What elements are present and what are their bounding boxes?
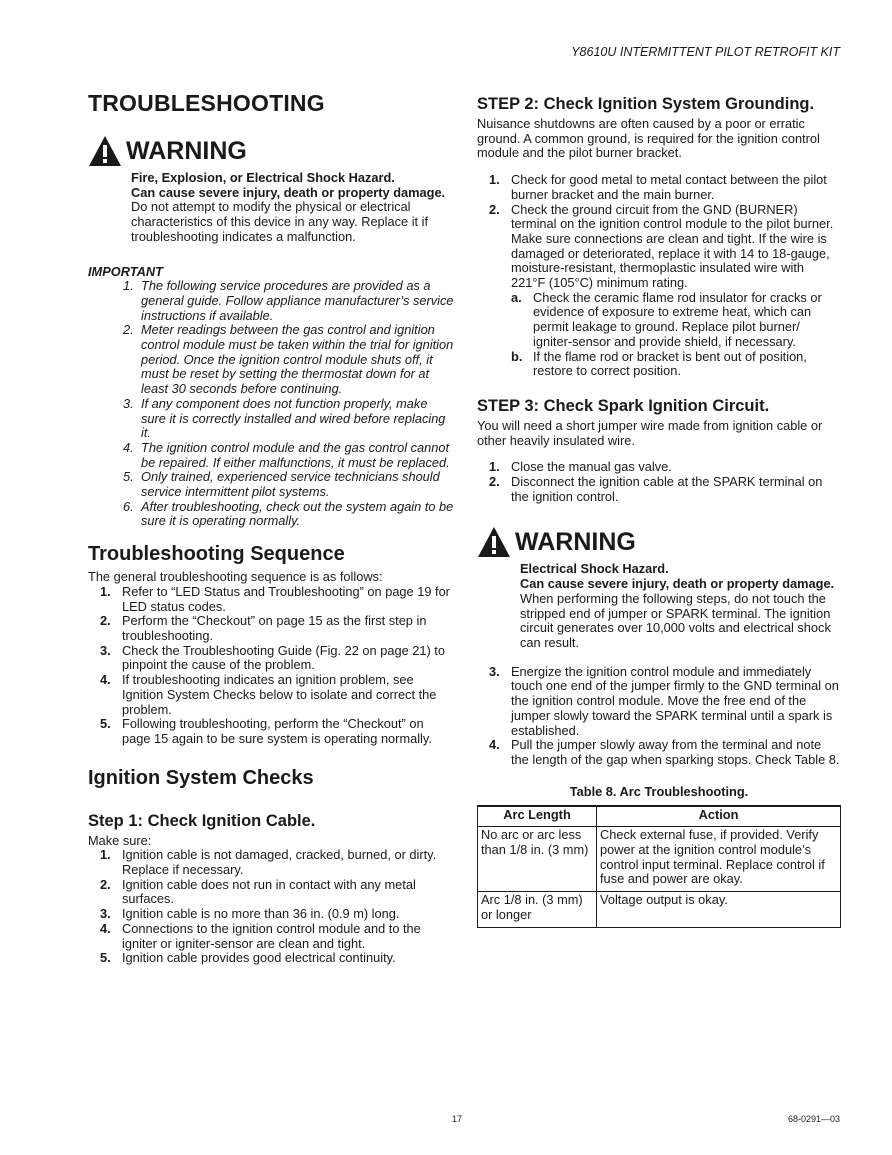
warning-box-shock xyxy=(477,526,841,650)
list-item: 4. If troubleshooting indicates an ignition problem, see Ignition System Checks below to isolate and correct the problem. xyxy=(100,672,437,717)
table-cell: No arc or arc less than 1/8 in. (3 mm) xyxy=(478,827,597,892)
important-notes xyxy=(88,265,454,530)
list-item: 5. Ignition cable provides good electrical continuity. xyxy=(100,950,396,966)
warning-consequence: Can cause severe injury, death or property damage. xyxy=(131,184,446,200)
step1-intro: Make sure: xyxy=(88,832,152,848)
list-item: 5. Following troubleshooting, perform the “Checkout” on page 15 again to be sure system is operating normally. xyxy=(100,716,432,746)
list-item: 2. Disconnect the ignition cable at the SPARK terminal on the ignition control. xyxy=(489,474,823,504)
document-number: 68-0291—03 xyxy=(787,1114,840,1124)
list-item: 2. Meter readings between the gas control and ignition control module must be taken within the trial for ignition period. Once the ignition control module shuts off, it must be reset by setting the thermostat down for at least 30 seconds before continuing. xyxy=(123,322,454,397)
list-item: 4. Connections to the ignition control module and to the igniter or igniter-sensor are clean and tight. xyxy=(100,920,421,951)
table-cell: Voltage output is okay. xyxy=(597,892,841,927)
warning-text: When performing the following steps, do not touch the stripped end of jumper or SPARK terminal. The ignition circuit generates over 10,000 volts and electrical shock can result. xyxy=(520,590,831,650)
sequence-heading: Troubleshooting Sequence xyxy=(88,543,345,566)
step3-intro: You will need a short jumper wire made from ignition cable or other heavily insulated wire. xyxy=(477,417,823,448)
column-header: Action xyxy=(597,806,841,827)
warning-label: WARNING xyxy=(126,136,247,165)
list-item: b. If the flame rod or bracket is bent out of position, restore to correct position. xyxy=(511,348,807,379)
list-item: 2. Ignition cable does not run in contact with any metal surfaces. xyxy=(100,876,416,907)
important-list xyxy=(88,279,454,529)
warning-triangle-icon xyxy=(477,526,511,558)
running-header: Y8610U INTERMITTENT PILOT RETROFIT KIT xyxy=(571,45,840,59)
section-title: TROUBLESHOOTING xyxy=(88,90,325,116)
warning-heading xyxy=(88,135,454,167)
step2-heading: STEP 2: Check Ignition System Grounding. xyxy=(477,95,815,113)
sequence-intro: The general troubleshooting sequence is as follows: xyxy=(88,569,383,585)
list-item: 5. Only trained, experienced service technicians should service intermittent pilot systems. xyxy=(123,469,440,500)
list-item: 4. The ignition control module and the gas control cannot be repaired. If either malfunctions, it must be replaced. xyxy=(123,439,450,470)
list-item: 3. If any component does not function properly, make sure it is correctly installed and wired before replacing it. xyxy=(123,395,446,441)
list-item: 1. Ignition cable is not damaged, cracked, burned, or dirty. Replace if necessary. xyxy=(100,847,437,878)
arc-troubleshooting-table xyxy=(477,805,841,928)
list-item: 1. Close the manual gas valve. xyxy=(489,459,672,475)
list-item: 3. Check the Troubleshooting Guide (Fig. 22 on page 21) to pinpoint the cause of the problem. xyxy=(100,642,445,673)
step3-heading: STEP 3: Check Spark Ignition Circuit. xyxy=(477,396,770,415)
warning-box xyxy=(88,135,454,245)
table-caption: Table 8. Arc Troubleshooting. xyxy=(569,783,749,799)
list-item: 3. Ignition cable is no more than 36 in. (0.9 m) long. xyxy=(100,906,400,922)
step2-intro: Nuisance shutdowns are often caused by a poor or erratic ground. A common ground, is required for the ignition control module and the pilot burner bracket. xyxy=(477,116,820,161)
list-item: 3. Energize the ignition control module and immediately touch one end of the jumper firmly to the GND terminal on the ignition control module. Move the free end of the jumper slowly toward the SPARK terminal until a spark is established. xyxy=(489,663,839,738)
step3-list-a xyxy=(477,460,841,504)
list-item: a. Check the ceramic flame rod insulator for cracks or evidence of exposure to extreme heat, which can permit leakage to ground. Replace pilot burner/ igniter-sensor and provide shield, if necessary. xyxy=(511,289,822,349)
sequence-list xyxy=(88,585,454,747)
step1-list xyxy=(88,848,454,966)
left-column xyxy=(88,90,454,966)
list-item: 6. After troubleshooting, check out the system again to be sure it is operating normally. xyxy=(123,498,454,529)
list-item: 4. Pull the jumper slowly away from the terminal and note the length of the gap when sparking stops. Check Table 8. xyxy=(489,737,840,767)
warning-text: Do not attempt to modify the physical or electrical characteristics of this device in any way. Replace it if troubleshooting indicates a malfunction. xyxy=(131,199,429,244)
page-number: 17 xyxy=(452,1114,463,1124)
important-label: IMPORTANT xyxy=(88,263,163,279)
table-row xyxy=(478,892,841,927)
list-item: 2. Perform the “Checkout” on page 15 as the first step in troubleshooting. xyxy=(100,613,427,643)
table-row xyxy=(478,827,841,892)
step2-sublist xyxy=(511,291,841,379)
warning-heading xyxy=(477,526,841,558)
list-item: 1. Refer to “LED Status and Troubleshooting” on page 19 for LED status codes. xyxy=(100,583,450,614)
table-cell: Arc 1/8 in. (3 mm) or longer xyxy=(478,892,597,927)
table-header-row xyxy=(478,806,841,827)
step1-heading: Step 1: Check Ignition Cable. xyxy=(88,811,316,830)
step2-list xyxy=(477,173,841,379)
right-column xyxy=(477,95,841,928)
warning-triangle-icon xyxy=(88,135,122,167)
step3-list-b xyxy=(477,665,841,768)
list-item: 1. The following service procedures are provided as a general guide. Follow appliance manufacturer’s service instructions if available. xyxy=(123,278,454,323)
warning-hazard: Electrical Shock Hazard. xyxy=(520,561,669,577)
list-item: 1. Check for good metal to metal contact between the pilot burner bracket and the main burner. xyxy=(489,172,827,202)
column-header: Arc Length xyxy=(478,806,597,827)
warning-label: WARNING xyxy=(515,527,636,556)
ignition-checks-heading: Ignition System Checks xyxy=(88,766,314,789)
warning-consequence: Can cause severe injury, death or property damage. xyxy=(520,576,835,592)
table-cell: Check external fuse, if provided. Verify power at the ignition control module’s control input terminal. Replace control if fuse and power are okay. xyxy=(597,827,841,892)
warning-hazard: Fire, Explosion, or Electrical Shock Hazard. xyxy=(131,170,395,185)
list-item: 2. Check the ground circuit from the GND (BURNER) terminal on the ignition control module to the pilot burner. Make sure connections are clean and tight. If the wire is damaged or deteriorated, replace it with 14 to 18-gauge, moisture-resistant, thermoplastic insulated wire with 221°F (105°C) minimum rating. a. Check the ceramic flame rod insulator for cracks or evidence of exposure to extreme heat, which can permit leakage to ground. Replace pilot burner/ igniter-sensor and provide shield, if necessary. b. If the flame rod or bracket is bent out of position, restore to correct position. xyxy=(477,203,841,379)
